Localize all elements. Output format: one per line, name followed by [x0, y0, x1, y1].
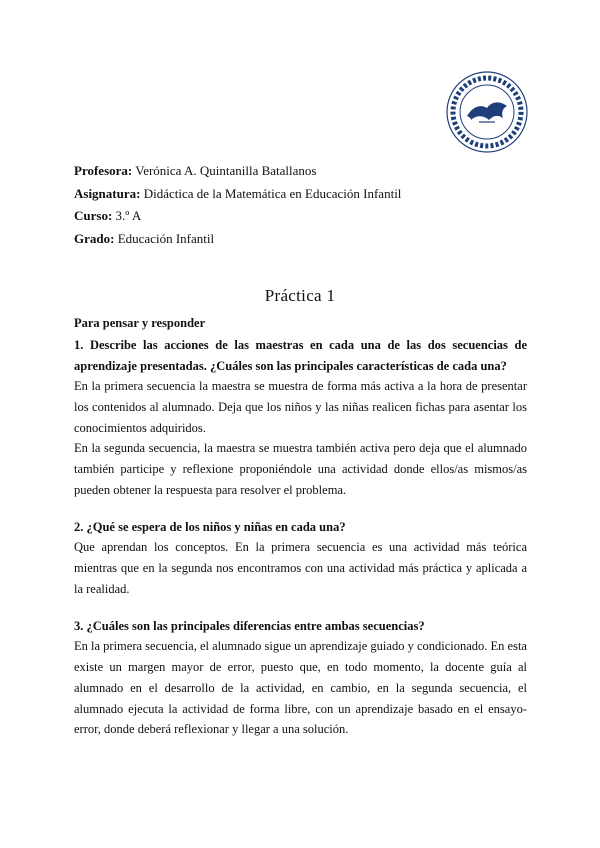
- grado-label: Grado:: [74, 230, 115, 246]
- asignatura-value: Didáctica de la Matemática en Educación Infantil: [143, 185, 402, 201]
- question-2: 2. ¿Qué se espera de los niños y niñas en cada una?: [74, 519, 346, 534]
- profesora-value: Verónica A. Quintanilla Batallanos: [135, 163, 317, 178]
- document-body: [74, 314, 527, 740]
- answer-1-paragraph-2: En la segunda secuencia, la maestra se muestra también activa pero deja que el alumnado también participe y reflexione proponiéndole una actividad donde ellos/as mismos/as pueden obtener la respuesta para resolver el problema.: [74, 441, 527, 497]
- answer-3-paragraph-1: En la primera secuencia, el alumnado sigue un aprendizaje guiado y condicionado. En esta existe un margen mayor de error, puesto que, en todo momento, la docente guía al alumnado en el desarrollo de la actividad, en cambio, en la segunda secuencia, el alumnado ejecuta la actividad de forma libre, con un aprendizaje basado en el ensayo-error, donde deberá reflexionar y llegar a una solución.: [74, 639, 527, 737]
- grado-value: Educación Infantil: [117, 230, 215, 246]
- asignatura-row: [74, 183, 534, 206]
- grado-row: [74, 228, 534, 251]
- question-3: 3. ¿Cuáles son las principales diferencias entre ambas secuencias?: [74, 618, 425, 633]
- curso-row: [74, 205, 534, 228]
- curso-label: Curso:: [74, 208, 113, 223]
- answer-2-paragraph-1: Que aprendan los conceptos. En la primera secuencia es una actividad más teórica mientras que en la segunda nos encontramos con una actividad más práctica y aplicada a la realidad.: [74, 540, 527, 596]
- document-meta: [74, 160, 534, 250]
- profesora-label: Profesora:: [74, 163, 133, 178]
- asignatura-label: Asignatura:: [74, 185, 141, 201]
- profesora-row: [74, 160, 534, 183]
- answer-1-paragraph-1: En la primera secuencia la maestra se muestra de forma más activa a la hora de presentar los contenidos al alumnado. Deja que los niños y las niñas realicen fichas para asentar los conocimientos adquiridos.: [74, 379, 527, 435]
- page-title: Práctica 1: [264, 286, 336, 305]
- section-heading: Para pensar y responder: [74, 316, 206, 330]
- university-seal-icon: [445, 70, 529, 154]
- curso-value: 3.º A: [115, 208, 142, 223]
- question-1: 1. Describe las acciones de las maestras en cada una de las dos secuencias de aprendizaje presentadas. ¿Cuáles son las principales características de cada una?: [74, 338, 527, 373]
